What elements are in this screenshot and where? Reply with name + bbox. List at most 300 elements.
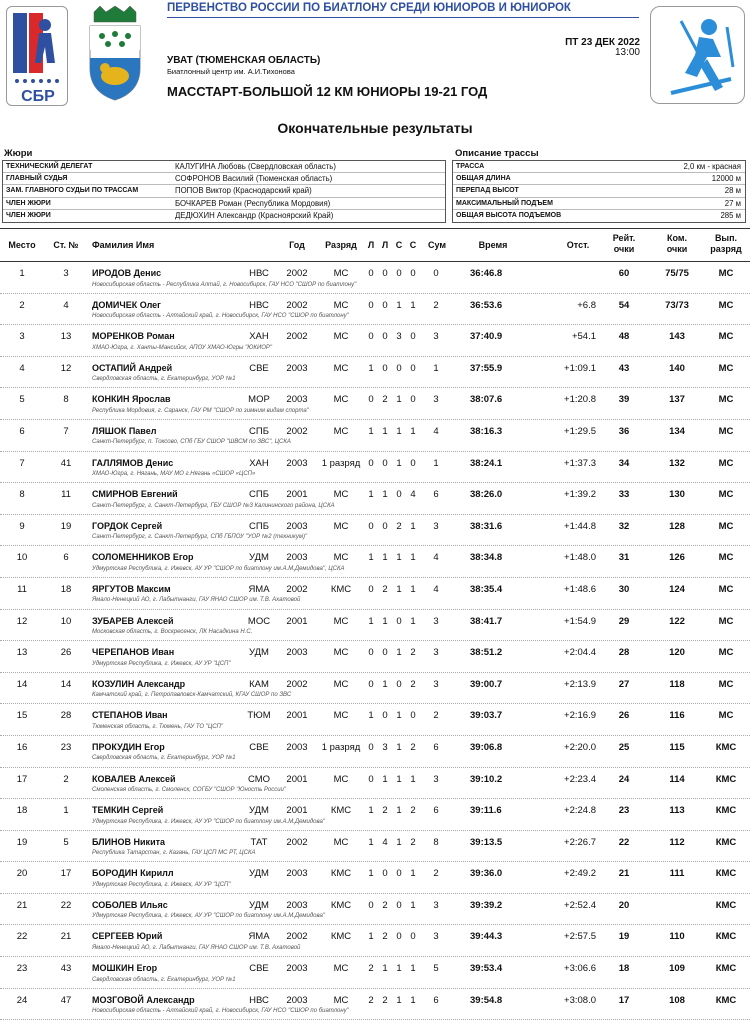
course-value: 28 м: [724, 186, 741, 196]
birth-year: 2001: [286, 710, 308, 722]
time-behind: +1:39.2: [564, 489, 596, 501]
team-points: 116: [669, 710, 685, 722]
time-behind: +3:06.6: [564, 963, 596, 975]
prone-2-misses: 2: [382, 583, 388, 595]
birth-year: 2003: [286, 520, 308, 532]
bib: 19: [60, 520, 72, 532]
course-value: 27 м: [724, 198, 741, 208]
qualification: МС: [718, 268, 734, 279]
bib: 14: [60, 678, 72, 690]
course-row: [453, 210, 745, 222]
athlete-name: ДОМИЧЕК Олег: [92, 299, 161, 310]
team-points: 124: [669, 583, 685, 595]
prone-2-misses: 1: [382, 615, 388, 627]
prone-2-misses: 1: [382, 773, 388, 785]
table-row: [0, 989, 750, 1021]
qualification: МС: [718, 583, 734, 595]
finish-time: 38:07.6: [470, 394, 503, 406]
birth-year: 2001: [286, 489, 308, 501]
nation-code: НВС: [249, 268, 269, 279]
standing-2-misses: 1: [410, 615, 416, 627]
standing-2-misses: 1: [410, 583, 416, 595]
course-key: ОБЩАЯ ДЛИНА: [456, 175, 511, 183]
birth-year: 2003: [286, 868, 308, 880]
finish-time: 38:31.6: [470, 520, 503, 532]
place: 6: [19, 425, 25, 437]
finish-time: 38:41.7: [470, 615, 503, 627]
prone-2-misses: 0: [382, 457, 388, 469]
rating-points: 26: [618, 710, 630, 722]
nation-code: УДМ: [249, 647, 269, 659]
athlete-name: КОНКИН Ярослав: [92, 394, 171, 405]
place: 15: [16, 710, 28, 722]
table-row: [0, 262, 750, 294]
finish-time: 39:11.6: [470, 805, 502, 817]
team-points: 132: [669, 457, 685, 469]
time-behind: +1:20.8: [564, 394, 596, 406]
bib: 26: [60, 647, 72, 659]
qualification: МС: [718, 647, 734, 659]
col-prone-2: Л: [381, 240, 389, 250]
athlete-name: ТЕМКИН Сергей: [92, 805, 164, 816]
team-points: 128: [669, 520, 685, 532]
athlete-name: КОЗУЛИН Александр: [92, 678, 186, 689]
prone-1-misses: 0: [368, 520, 374, 532]
place: 21: [16, 899, 28, 911]
finish-time: 38:26.0: [470, 489, 503, 501]
total-misses: 2: [433, 710, 439, 722]
col-rank: Разряд: [325, 240, 357, 250]
standing-2-misses: 1: [410, 773, 416, 785]
place: 20: [16, 868, 28, 880]
table-row: [0, 799, 750, 831]
birth-year: 2003: [286, 741, 308, 753]
birth-year: 2002: [286, 268, 308, 279]
team-points: 109: [669, 963, 685, 975]
sport-rank: 1 разряд: [321, 457, 361, 469]
prone-1-misses: 1: [368, 425, 374, 437]
course-table: [452, 160, 746, 223]
sport-rank: КМС: [330, 805, 352, 817]
rating-points: 22: [618, 836, 630, 848]
sport-rank: МС: [333, 647, 349, 659]
course-value: 285 м: [720, 211, 741, 221]
total-misses: 3: [433, 773, 439, 785]
athlete-team: Тюменская область, г. Тюмень, ГАУ ТО "ЦСП": [92, 723, 224, 730]
jury-member: БОЧКАРЕВ Роман (Республика Мордовия): [175, 198, 331, 208]
standing-2-misses: 2: [410, 647, 416, 659]
course-key: ПЕРЕПАД ВЫСОТ: [456, 187, 519, 195]
prone-2-misses: 2: [382, 394, 388, 406]
sport-rank: КМС: [330, 583, 352, 595]
qualification: КМС: [715, 994, 737, 1006]
bib: 17: [60, 868, 72, 880]
time-behind: +1:37.3: [564, 457, 596, 469]
course-row: [453, 185, 745, 197]
athlete-team: Свердловская область, г. Екатеринбург, УОР №1: [92, 976, 236, 983]
qualification: КМС: [715, 805, 737, 817]
rating-points: 48: [618, 331, 630, 343]
col-qualification-line1: Вып.: [714, 233, 738, 243]
table-row: [0, 641, 750, 673]
qualification: КМС: [715, 899, 737, 911]
table-row: [0, 420, 750, 452]
course-value: 2,0 км - красная: [683, 162, 741, 172]
total-misses: 4: [433, 425, 439, 437]
prone-1-misses: 0: [368, 331, 374, 343]
standing-1-misses: 1: [396, 994, 402, 1006]
finish-time: 37:40.9: [470, 331, 503, 343]
table-row: [0, 546, 750, 578]
total-misses: 5: [433, 963, 439, 975]
total-misses: 0: [433, 268, 439, 279]
total-misses: 3: [433, 678, 439, 690]
prone-1-misses: 1: [368, 836, 374, 848]
prone-2-misses: 1: [382, 552, 388, 564]
table-row: [0, 704, 750, 736]
region-coat-of-arms: [86, 6, 144, 102]
place: 5: [19, 394, 25, 406]
athlete-name: БЛИНОВ Никита: [92, 836, 166, 847]
jury-member: КАЛУГИНА Любовь (Свердловская область): [175, 162, 336, 172]
nation-code: УДМ: [249, 868, 269, 880]
jury-section-title: Жюри: [4, 148, 33, 159]
standing-2-misses: 1: [410, 899, 416, 911]
birth-year: 2002: [286, 331, 308, 343]
athlete-name: МОЗГОВОЙ Александр: [92, 994, 195, 1005]
place: 12: [16, 615, 28, 627]
standing-2-misses: 1: [410, 425, 416, 437]
athlete-name: ГОРДОК Сергей: [92, 520, 163, 531]
bib: 2: [63, 773, 69, 785]
page-title: Окончательные результаты: [277, 120, 473, 136]
team-points: 114: [669, 773, 685, 785]
biathlon-skier-logo: [650, 6, 745, 104]
qualification: МС: [718, 615, 734, 627]
team-points: 130: [669, 489, 685, 501]
athlete-team: Смоленская область, г. Смоленск, СОГБУ "СШОР "Юность России": [92, 787, 287, 793]
col-team-points-line1: Ком.: [666, 233, 688, 243]
birth-year: 2002: [286, 425, 308, 437]
prone-1-misses: 0: [368, 647, 374, 659]
athlete-name: ОСТАПИЙ Андрей: [92, 362, 173, 373]
nation-code: ТЮМ: [247, 710, 271, 722]
prone-1-misses: 1: [368, 805, 374, 817]
bib: 43: [60, 963, 72, 975]
bib: 5: [63, 836, 69, 848]
table-row: [0, 483, 750, 515]
jury-row: [3, 161, 445, 173]
time-behind: +2:26.7: [564, 836, 596, 848]
finish-time: 39:06.8: [470, 741, 503, 753]
col-prone-1: Л: [367, 240, 375, 250]
finish-time: 39:00.7: [470, 678, 503, 690]
athlete-name: СТЕПАНОВ Иван: [92, 710, 168, 721]
sport-rank: МС: [333, 552, 349, 564]
standing-1-misses: 1: [396, 394, 402, 406]
birth-year: 2003: [286, 963, 308, 975]
birth-year: 2002: [286, 836, 308, 848]
header-divider: [167, 17, 639, 18]
nation-code: СВЕ: [249, 362, 269, 374]
nation-code: СВЕ: [249, 963, 269, 975]
qualification: КМС: [715, 868, 737, 880]
rating-points: 30: [618, 583, 630, 595]
bib: 10: [60, 615, 72, 627]
prone-2-misses: 0: [382, 868, 388, 880]
nation-code: ЯМА: [248, 931, 270, 943]
total-misses: 6: [433, 489, 439, 501]
bib: 21: [60, 931, 72, 943]
prone-1-misses: 1: [368, 615, 374, 627]
place: 8: [19, 489, 25, 501]
standing-1-misses: 2: [396, 520, 402, 532]
standing-2-misses: 2: [410, 678, 416, 690]
rating-points: 28: [618, 647, 630, 659]
prone-2-misses: 0: [382, 362, 388, 374]
standing-2-misses: 1: [410, 994, 416, 1006]
total-misses: 4: [433, 583, 439, 595]
col-place: Место: [8, 240, 36, 250]
finish-time: 38:51.2: [470, 647, 503, 659]
rating-points: 17: [618, 994, 630, 1006]
bib: 13: [60, 331, 72, 343]
standing-1-misses: 0: [396, 615, 402, 627]
sport-rank: 1 разряд: [321, 741, 361, 753]
sport-rank: МС: [333, 489, 349, 501]
prone-1-misses: 0: [368, 773, 374, 785]
rating-points: 29: [618, 615, 630, 627]
athlete-name: МОШКИН Егор: [92, 963, 158, 974]
standing-2-misses: 0: [410, 394, 416, 406]
time-behind: +1:48.0: [564, 552, 596, 564]
place: 23: [16, 963, 28, 975]
table-row: [0, 768, 750, 800]
col-team-points: [652, 233, 702, 255]
total-misses: 2: [433, 868, 439, 880]
athlete-team: ХМАО-Югра, г. Ханты-Мансийск, АПОУ ХМАО-Югры "ЮКИОР": [92, 344, 273, 351]
col-standing-2: С: [409, 240, 417, 250]
bib: 28: [60, 710, 72, 722]
bib: 11: [61, 489, 71, 501]
event-name: МАССТАРТ-БОЛЬШОЙ 12 КМ ЮНИОРЫ 19-21 ГОД: [167, 84, 488, 99]
prone-1-misses: 1: [368, 552, 374, 564]
qualification: МС: [718, 489, 734, 501]
place: 19: [16, 836, 28, 848]
col-rating-points-line2: очки: [613, 244, 635, 254]
athlete-team: Удмуртская Республика, г. Ижевск, АУ УР "СШОР по биатлону им.А.М.Демидова": [92, 913, 325, 920]
sport-rank: МС: [333, 836, 349, 848]
jury-role: ЧЛЕН ЖЮРИ: [6, 212, 51, 220]
standing-2-misses: 2: [410, 741, 416, 753]
course-row: [453, 173, 745, 185]
total-misses: 6: [433, 741, 439, 753]
rating-points: 54: [618, 299, 630, 311]
athlete-name: ПРОКУДИН Егор: [92, 741, 165, 752]
rating-points: 20: [618, 899, 630, 911]
qualification: МС: [718, 362, 734, 374]
standing-2-misses: 0: [410, 362, 416, 374]
prone-1-misses: 0: [368, 583, 374, 595]
total-misses: 8: [433, 836, 439, 848]
jury-member: ДЕДЮХИН Александр (Красноярский Край): [175, 211, 334, 221]
standing-2-misses: 0: [410, 331, 416, 343]
birth-year: 2002: [286, 583, 308, 595]
time-behind: +1:29.5: [564, 425, 596, 437]
athlete-team: ХМАО-Югра, г. Нягань, МАУ МО г.Нягань «СШОР «ЦСП»: [92, 471, 256, 478]
jury-table: [2, 160, 446, 223]
rating-points: 43: [618, 362, 630, 374]
sport-rank: МС: [333, 331, 349, 343]
athlete-name: ЗУБАРЕВ Алексей: [92, 615, 174, 626]
team-points: 143: [669, 331, 685, 343]
standing-2-misses: 1: [410, 299, 416, 311]
athlete-team: Удмуртская Республика, г. Ижевск, АУ УР "ЦСП": [92, 881, 231, 888]
athlete-name: ЯРГУТОВ Максим: [92, 583, 171, 594]
team-points: 118: [669, 678, 685, 690]
table-row: [0, 515, 750, 547]
sport-rank: МС: [333, 994, 349, 1006]
rating-points: 23: [618, 805, 630, 817]
athlete-team: Санкт-Петербург, г. Санкт-Петербург, ГБУ СШОР №3 Калининского района, ЦСКА: [92, 502, 335, 509]
time-behind: +1:09.1: [564, 362, 596, 374]
table-row: [0, 610, 750, 642]
prone-1-misses: 0: [368, 457, 374, 469]
time-behind: +2:52.4: [564, 899, 596, 911]
table-row: [0, 925, 750, 957]
standing-2-misses: 0: [410, 931, 416, 943]
place: 10: [16, 552, 28, 564]
place: 3: [19, 331, 25, 343]
jury-row: [3, 173, 445, 185]
total-misses: 6: [433, 805, 439, 817]
bib: 7: [63, 425, 69, 437]
standing-2-misses: 2: [410, 836, 416, 848]
course-key: МАКСИМАЛЬНЫЙ ПОДЪЕМ: [456, 199, 553, 207]
sport-rank: МС: [333, 362, 349, 374]
bib: 1: [63, 805, 69, 817]
sport-rank: МС: [333, 268, 349, 279]
athlete-name: СМИРНОВ Евгений: [92, 489, 178, 500]
prone-2-misses: 1: [382, 963, 388, 975]
place: 1: [19, 268, 25, 279]
athlete-team: Санкт-Петербург, г. Санкт-Петербург, СПб ГБПОУ "УОР №2 (техникум)": [92, 534, 308, 541]
athlete-name: МОРЕНКОВ Роман: [92, 331, 175, 342]
birth-year: 2001: [286, 773, 308, 785]
rating-points: 31: [618, 552, 630, 564]
rating-points: 21: [618, 868, 630, 880]
total-misses: 3: [433, 394, 439, 406]
athlete-team: Свердловская область, г. Екатеринбург, УОР №1: [92, 376, 236, 383]
sport-rank: КМС: [330, 931, 352, 943]
jury-row: [3, 185, 445, 197]
time-behind: +6.8: [577, 299, 596, 311]
nation-code: ТАТ: [250, 836, 268, 848]
prone-1-misses: 0: [368, 741, 374, 753]
athlete-name: СОБОЛЕВ Ильяс: [92, 899, 168, 910]
time-behind: +2:13.9: [564, 678, 596, 690]
athlete-team: Ямало-Ненецкий АО, г. Лабытнанги, ГАУ ЯНАО СШОР им. Т.В. Ахатовой: [92, 944, 301, 951]
course-key: ОБЩАЯ ВЫСОТА ПОДЪЕМОВ: [456, 212, 562, 220]
place: 11: [17, 583, 27, 595]
nation-code: СПБ: [249, 489, 269, 501]
nation-code: КАМ: [249, 678, 269, 690]
qualification: МС: [718, 425, 734, 437]
time-behind: +2:57.5: [564, 931, 596, 943]
sport-rank: МС: [333, 520, 349, 532]
jury-member: ПОПОВ Виктор (Краснодарский край): [175, 186, 312, 196]
course-key: ТРАССА: [456, 163, 485, 171]
prone-2-misses: 0: [382, 647, 388, 659]
finish-time: 39:03.7: [470, 710, 503, 722]
nation-code: НВС: [249, 994, 269, 1006]
finish-time: 39:44.3: [470, 931, 503, 943]
results-table-header: [0, 228, 750, 262]
athlete-team: Камчатский край, г. Петропавловск-Камчатский, КГАУ СШОР по ЗВС: [92, 692, 292, 699]
course-row: [453, 161, 745, 173]
athlete-team: Новосибирская область - Республика Алтай, г. Новосибирск, ГАУ НСО "СШОР по биатлону": [92, 281, 357, 288]
place: 16: [16, 741, 28, 753]
jury-row: [3, 198, 445, 210]
standing-2-misses: 1: [410, 520, 416, 532]
qualification: КМС: [715, 773, 737, 785]
prone-2-misses: 1: [382, 425, 388, 437]
place: 4: [19, 362, 25, 374]
standing-1-misses: 1: [396, 457, 402, 469]
course-value: 12000 м: [711, 174, 741, 184]
prone-2-misses: 0: [382, 331, 388, 343]
team-points: 122: [669, 615, 685, 627]
team-points: 137: [669, 394, 685, 406]
standing-2-misses: 1: [410, 868, 416, 880]
sport-rank: МС: [333, 963, 349, 975]
birth-year: 2002: [286, 299, 308, 311]
qualification: МС: [718, 678, 734, 690]
athlete-team: Санкт-Петербург, п. Токсово, СПб ГБУ СШОР "ШВСМ по ЗВС", ЦСКА: [92, 439, 291, 446]
col-year: Год: [289, 240, 305, 250]
athlete-name: КОВАЛЕВ Алексей: [92, 773, 176, 784]
event-date: ПТ 23 ДЕК 2022: [565, 37, 640, 48]
athlete-name: СОЛОМЕННИКОВ Егор: [92, 552, 194, 563]
total-misses: 3: [433, 331, 439, 343]
standing-1-misses: 1: [396, 552, 402, 564]
athlete-team: Новосибирская область - Алтайский край, г. Новосибирск, ГАУ НСО "СШОР по биатлону": [92, 1008, 349, 1015]
team-points: 73/73: [665, 299, 689, 311]
col-bib: Ст. №: [53, 240, 79, 250]
jury-role: ГЛАВНЫЙ СУДЬЯ: [6, 175, 68, 183]
prone-1-misses: 2: [368, 994, 374, 1006]
place: 24: [16, 994, 28, 1006]
total-misses: 4: [433, 552, 439, 564]
nation-code: УДМ: [249, 899, 269, 911]
standing-2-misses: 1: [410, 963, 416, 975]
team-points: 75/75: [665, 268, 689, 279]
total-misses: 1: [433, 457, 439, 469]
team-points: 108: [669, 994, 685, 1006]
standing-1-misses: 1: [396, 425, 402, 437]
event-venue: Биатлонный центр им. А.И.Тихонова: [167, 67, 295, 76]
event-location: УВАТ (ТЮМЕНСКАЯ ОБЛАСТЬ): [167, 55, 321, 66]
birth-year: 2003: [286, 362, 308, 374]
table-row: [0, 957, 750, 989]
team-points: 115: [669, 741, 685, 753]
finish-time: 36:53.6: [470, 299, 503, 311]
finish-time: 39:36.0: [470, 868, 503, 880]
qualification: МС: [718, 552, 734, 564]
svg-text:СБР: СБР: [21, 88, 55, 105]
table-row: [0, 862, 750, 894]
nation-code: СПБ: [249, 520, 269, 532]
